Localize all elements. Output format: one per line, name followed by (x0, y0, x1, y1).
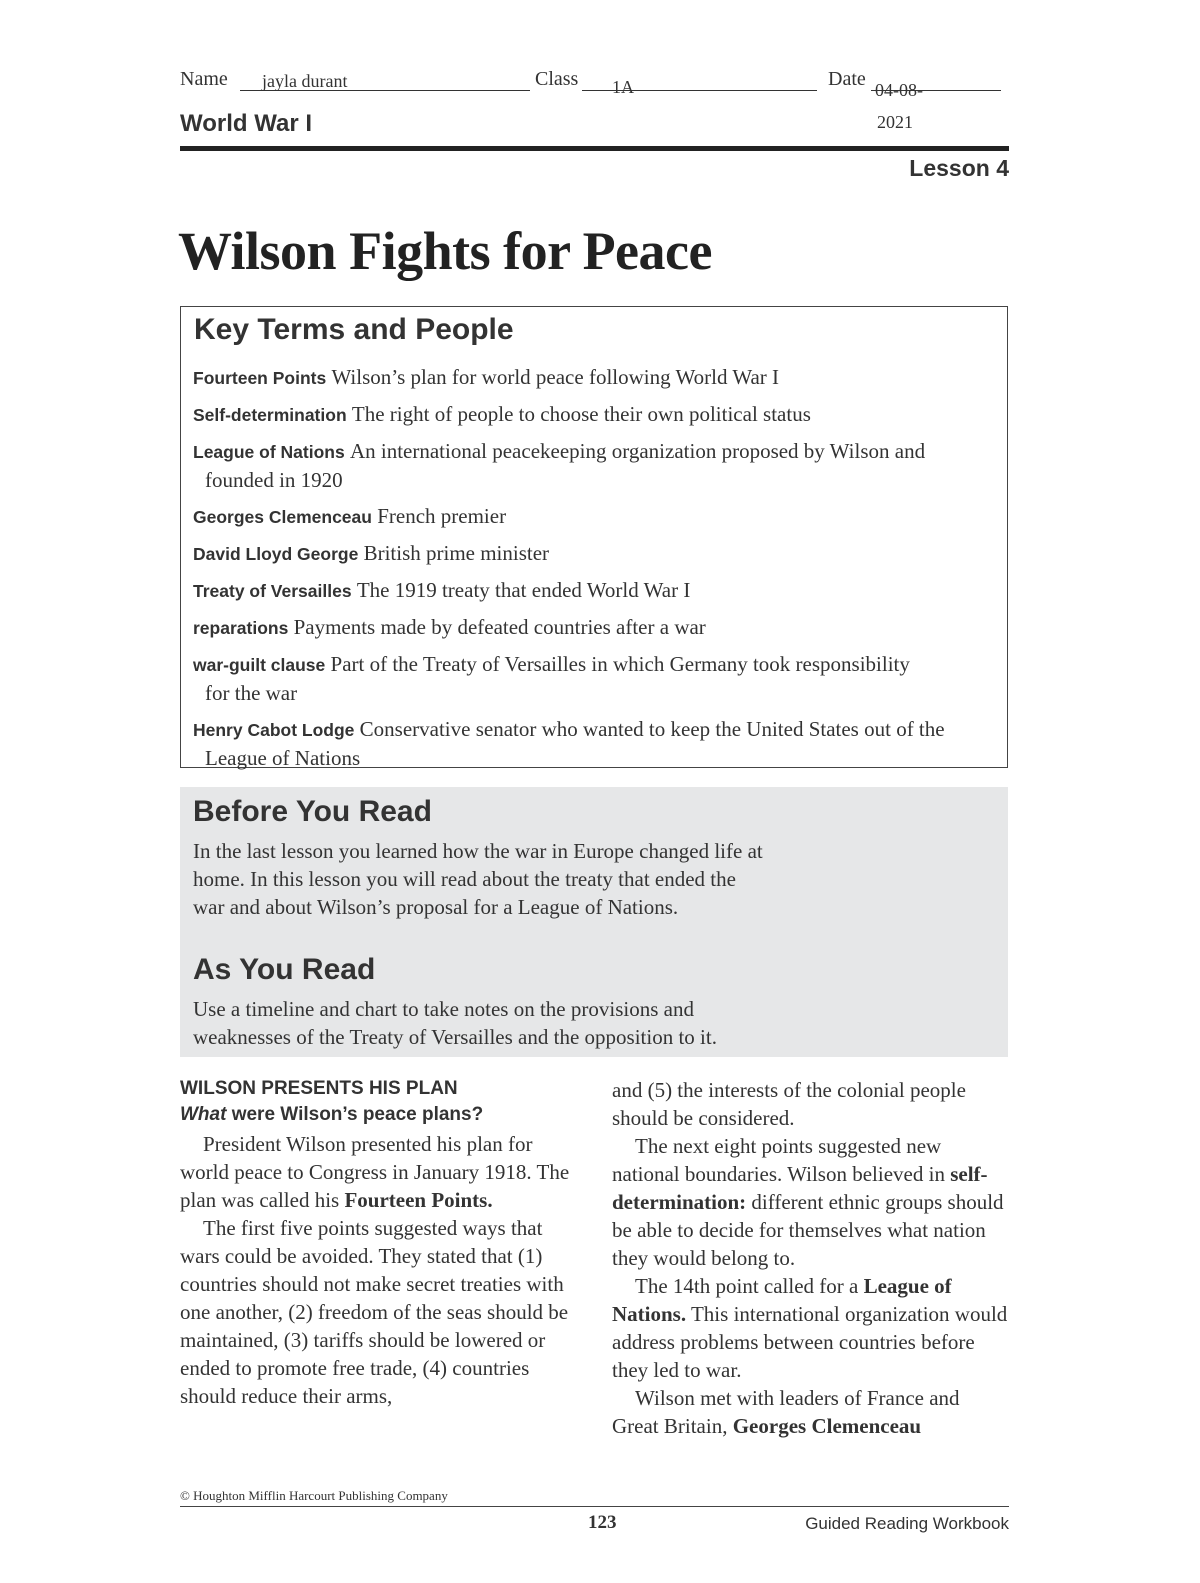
paragraph-text: The next eight points suggested new national boundaries. Wilson believed in (612, 1134, 951, 1186)
footer-rule (180, 1506, 1009, 1507)
paragraph (180, 1130, 585, 1214)
paragraph-text: Wilson met with leaders of France and Great Britain, (612, 1386, 960, 1438)
term: Georges Clemenceau (193, 507, 372, 527)
key-term-item (193, 715, 995, 772)
paragraph-text: different ethnic groups should be able to decide for themselves what nation they would belong to. (612, 1190, 1004, 1270)
before-you-read-heading: Before You Read (193, 795, 432, 828)
header-rule (180, 146, 1009, 151)
as-you-read-text (193, 995, 893, 1051)
workbook-title: Guided Reading Workbook (805, 1514, 1009, 1533)
key-terms-heading: Key Terms and People (194, 313, 514, 346)
definition: Conservative senator who wanted to keep the United States out of the League of Nations (205, 717, 945, 770)
right-body (612, 1076, 1010, 1440)
key-term-item (193, 363, 983, 392)
left-body (180, 1130, 585, 1410)
key-term-item (193, 502, 983, 531)
paragraph-text: The 14th point called for a (635, 1274, 864, 1298)
key-terms-box (180, 306, 1008, 768)
question-rest: were Wilson’s peace plans? (226, 1104, 484, 1125)
text-line: home. In this lesson you will read about the treaty that ended the (193, 867, 736, 891)
text-line: In the last lesson you learned how the war in Europe changed life at (193, 839, 763, 863)
term: war-guilt clause (193, 655, 326, 675)
definition: Wilson’s plan for world peace following World War I (331, 365, 780, 389)
paragraph-text: This international organization would address problems between countries before they led to war. (612, 1302, 1008, 1382)
definition: The right of people to choose their own political status (351, 402, 811, 426)
paragraph (612, 1132, 1010, 1272)
before-you-read-text (193, 837, 893, 921)
text-line: war and about Wilson’s proposal for a League of Nations. (193, 895, 679, 919)
date-field-line2[interactable]: 2021 (877, 112, 913, 132)
unit-title: World War I (180, 110, 312, 137)
term-bold: Fourteen Points. (344, 1188, 493, 1212)
name-field[interactable]: jayla durant (262, 71, 348, 91)
key-term-item (193, 613, 983, 642)
page-title: Wilson Fights for Peace (178, 221, 712, 281)
definition: British prime minister (363, 541, 550, 565)
text-line: weaknesses of the Treaty of Versailles and the opposition to it. (193, 1025, 717, 1049)
definition: An international peacekeeping organization proposed by Wilson and founded in 1920 (205, 439, 926, 492)
key-terms-list (193, 363, 983, 772)
class-label: Class (535, 68, 579, 90)
definition: French premier (377, 504, 507, 528)
term-bold: self-determination: (612, 1162, 988, 1214)
right-column (612, 1076, 1010, 1440)
key-term-item (193, 400, 983, 429)
as-you-read-heading: As You Read (193, 953, 376, 986)
term: Henry Cabot Lodge (193, 720, 355, 740)
key-term-item (193, 437, 953, 494)
term: Treaty of Versailles (193, 581, 352, 601)
term: reparations (193, 618, 289, 638)
date-field-line1[interactable]: 04-08- (875, 80, 923, 100)
definition: The 1919 treaty that ended World War I (356, 578, 691, 602)
text-line: Use a timeline and chart to take notes on the provisions and (193, 997, 694, 1021)
paragraph: The first five points suggested ways that wars could be avoided. They stated that (1) countries should not make secret treaties with one another, (2) freedom of the seas should be maintained, (3) tariffs should be lowered or ended to promote free trade, (4) countries should reduce their arms, (180, 1216, 569, 1408)
section-heading: WILSON PRESENTS HIS PLAN (180, 1078, 458, 1099)
date-label: Date (828, 68, 866, 90)
paragraph: and (5) the interests of the colonial people should be considered. (612, 1078, 966, 1130)
name-label: Name (180, 68, 228, 90)
term: David Lloyd George (193, 544, 359, 564)
left-column (180, 1076, 585, 1410)
copyright: © Houghton Mifflin Harcourt Publishing Company (180, 1488, 448, 1503)
paragraph (612, 1272, 1010, 1384)
class-field[interactable]: 1A (612, 77, 634, 97)
lesson-label: Lesson 4 (909, 155, 1009, 181)
term: Fourteen Points (193, 368, 327, 388)
definition: Payments made by defeated countries after a war (293, 615, 706, 639)
paragraph-text: President Wilson presented his plan for world peace to Congress in January 1918. The plan was called his (180, 1132, 570, 1212)
page-number: 123 (588, 1512, 617, 1533)
key-term-item (193, 576, 983, 605)
definition: Part of the Treaty of Versailles in which Germany took responsibility for the war (205, 652, 910, 705)
term: Self-determination (193, 405, 347, 425)
term: League of Nations (193, 442, 345, 462)
question-emphasis: What (180, 1104, 227, 1125)
key-term-item (193, 650, 915, 707)
section-question (180, 1102, 585, 1128)
key-term-item (193, 539, 983, 568)
term-bold: Georges Clemenceau (732, 1414, 922, 1438)
reading-guide-box (180, 787, 1008, 1057)
term-bold: League of Nations. (612, 1274, 952, 1326)
paragraph (612, 1384, 1010, 1440)
